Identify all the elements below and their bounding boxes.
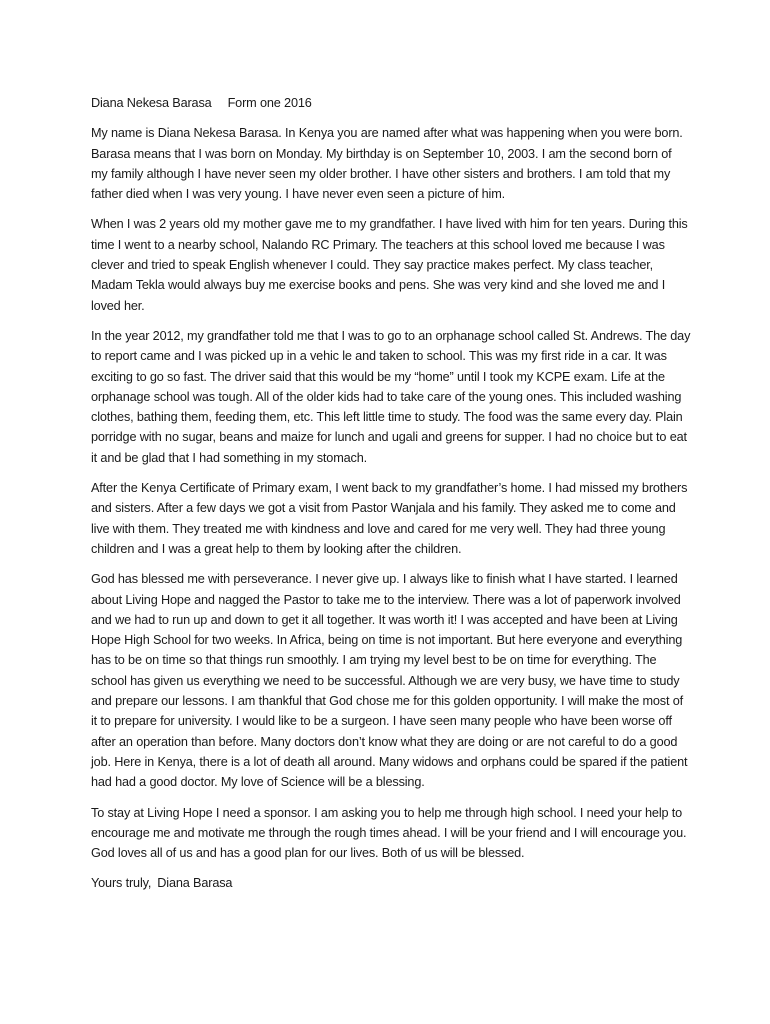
form-year: Form one 2016 xyxy=(227,96,312,110)
closing-signature: Diana Barasa xyxy=(157,876,233,891)
letter-header xyxy=(91,93,691,113)
paragraph-intro: My name is Diana Nekesa Barasa. In Kenya you are named after what was happening when you were born. Barasa means that I was born on Monday. My birthday is on September 10, 2003. I am the second born of my family although I have never seen my older brother. I have other sisters and brothers. I am told that my father died when I was very young. I have never even seen a picture of him. xyxy=(91,126,683,202)
paragraph-orphanage: In the year 2012, my grandfather told me that I was to go to an orphanage school called St. Andrews. The day to report came and I was picked up in a vehic le and taken to school. This was my first ride in a car. It was exciting to go so fast. The driver said that this would be my “home” until I took my KCPE exam. Life at the orphanage school was tough. All of the older kids had to take care of the young ones. This included washing clothes, bathing them, feeding them, etc. This left little time to study. The food was the same every day. Plain porridge with no sugar, beans and maize for lunch and ugali and greens for supper. I had no choice but to eat it and be glad that I had something in my stomach. xyxy=(91,328,691,465)
paragraph-sponsor-request: To stay at Living Hope I need a sponsor. I am asking you to help me through high school. I need your help to encourage me and motivate me through the rough times ahead. I will be your friend and I will encourage you. God loves all of us and has a good plan for our lives. Both of us will be blessed. xyxy=(91,805,687,861)
letter-closing xyxy=(91,873,691,893)
paragraph-living-hope: God has blessed me with perseverance. I never give up. I always like to finish what I have started. I learned about Living Hope and nagged the Pastor to take me to the interview. There was a lot of paperwork involved and we had to run up and down to get it all together. It was worth it! I was accepted and have been at Living Hope High School for two weeks. In Africa, being on time is not important. But here everyone and everything has to be on time so that things run smoothly. I am trying my level best to be on time for everything. The school has given us everything we need to be successful. Although we are very busy, we have time to study and prepare our lessons. I am thankful that God chose me for this golden opportunity. I will make the most of it to prepare for university. I would like to be a surgeon. I have seen many people who have been worse off after an operation than before. Many doctors don’t know what they are doing or are not careful to do a good job. Here in Kenya, there is a lot of death all around. Many widows and orphans could be spared if the patient had had a good doctor. My love of Science will be a blessing. xyxy=(91,572,688,790)
paragraph-grandfather: When I was 2 years old my mother gave me to my grandfather. I have lived with him for ten years. During this time I went to a nearby school, Nalando RC Primary. The teachers at this school loved me because I was clever and tried to speak English whenever I could. They say practice makes perfect. My class teacher, Madam Tekla would always buy me exercise books and pens. She was very kind and she loved me and I loved her. xyxy=(91,217,688,313)
letter-page xyxy=(91,93,691,894)
paragraph-pastor-family: After the Kenya Certificate of Primary exam, I went back to my grandfather’s home. I had missed my brothers and sisters. After a few days we got a visit from Pastor Wanjala and his family. They asked me to come and live with them. They treated me with kindness and love and cared for me very well. They had three young children and I was a great help to them by looking after the children. xyxy=(91,481,688,556)
author-name: Diana Nekesa Barasa xyxy=(91,96,212,110)
closing-salutation: Yours truly, xyxy=(91,876,152,891)
